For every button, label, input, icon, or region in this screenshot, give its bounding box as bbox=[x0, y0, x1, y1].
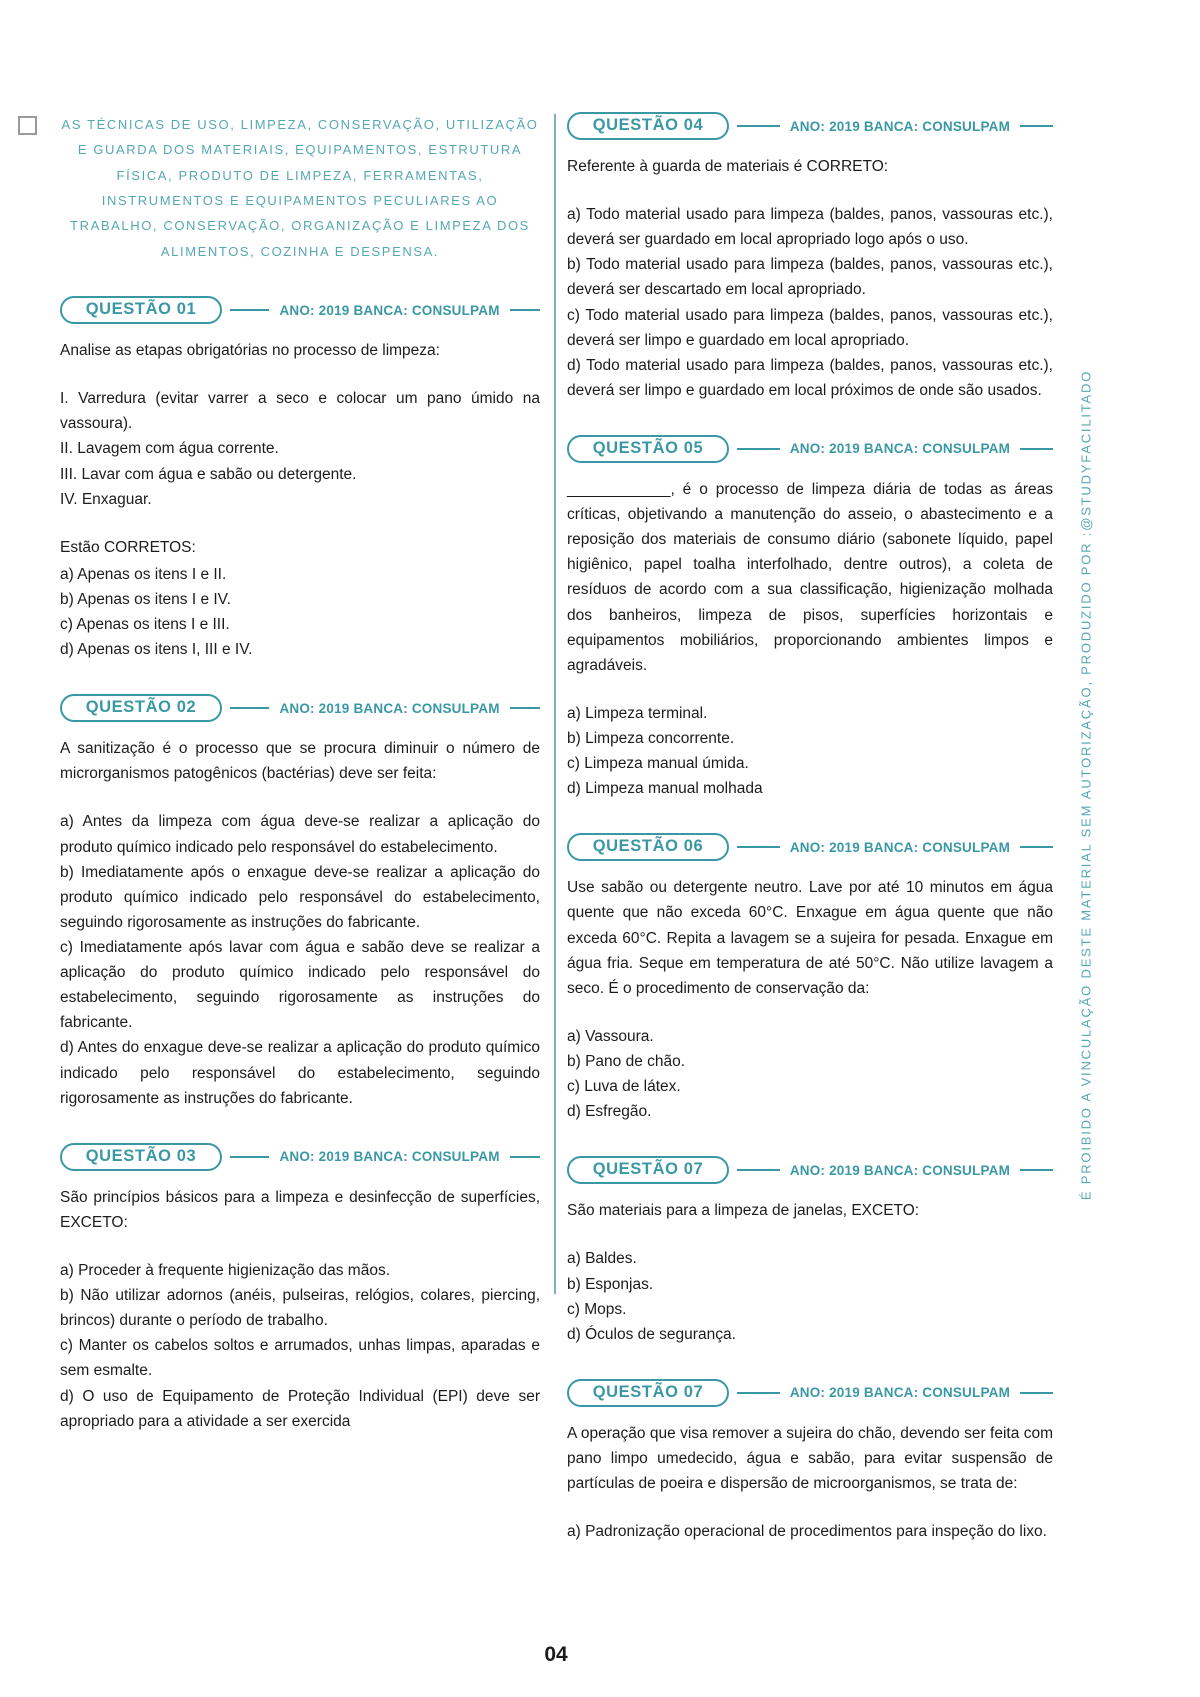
answer-option: a) Limpeza terminal. bbox=[567, 704, 708, 722]
answer-option: a) Padronização operacional de procedimentos para inspeção do lixo. bbox=[567, 1523, 1047, 1541]
question-block-07b bbox=[567, 1379, 1053, 1544]
roman-item: I. Varredura (evitar varrer a seco e colocar um pano úmido na vassoura). bbox=[60, 390, 540, 433]
header-rule-left bbox=[230, 309, 269, 311]
answer-option: b) Imediatamente após o enxague deve-se realizar a aplicação do produto químico indicado pelo responsável do estabelecimento, seguindo rigorosamente as instruções do fabricante. bbox=[60, 863, 540, 931]
header-rule-left bbox=[230, 1156, 269, 1158]
question-number-pill bbox=[567, 833, 729, 861]
answer-option: d) Óculos de segurança. bbox=[567, 1325, 736, 1343]
header-rule-left bbox=[737, 1169, 780, 1171]
answer-option: a) Baldes. bbox=[567, 1250, 637, 1268]
question-meta: ANO: 2019 BANCA: CONSULPAM bbox=[789, 118, 1011, 134]
answer-option: a) Apenas os itens I e II. bbox=[60, 565, 227, 583]
question-header bbox=[60, 694, 540, 722]
answer-option: b) Não utilizar adornos (anéis, pulseiras, relógios, colares, piercing, brincos) durante o período de trabalho. bbox=[60, 1287, 540, 1330]
answer-option: d) Esfregão. bbox=[567, 1103, 652, 1121]
answer-option: a) Antes da limpeza com água deve-se realizar a aplicação do produto químico indicado pelo responsável do estabelecimento. bbox=[60, 813, 540, 856]
question-header bbox=[567, 435, 1053, 463]
answer-option: d) Antes do enxague deve-se realizar a aplicação do produto químico indicado pelo responsável do estabelecimento, seguindo rigorosamente as instruções do fabricante. bbox=[60, 1039, 540, 1107]
question-lead: ____________, é o processo de limpeza diária de todas as áreas críticas, objetivando a manutenção do asseio, o abastecimento e a reposição dos materiais de consumo diário (sabonete líquido, papel higiênico, papel toalha interfolhado, dentre outros), a coleta de resíduos de acordo com a sua classificação, higienização molhada dos banheiros, limpeza de pisos, superfícies horizontais e equipamentos mobiliários, proporcionando ambientes limpos e agradáveis. bbox=[567, 480, 1053, 674]
question-number-label: QUESTÃO 07 bbox=[592, 1382, 704, 1401]
question-number-label: QUESTÃO 05 bbox=[592, 438, 704, 457]
question-block-06 bbox=[567, 833, 1053, 1124]
question-number-label: QUESTÃO 06 bbox=[592, 837, 704, 856]
question-block-04 bbox=[567, 112, 1053, 403]
header-rule-right bbox=[510, 707, 540, 709]
question-number-pill bbox=[60, 1143, 222, 1171]
question-header bbox=[60, 296, 540, 324]
question-block-03 bbox=[60, 1143, 540, 1434]
question-block-05 bbox=[567, 435, 1053, 801]
options-list bbox=[567, 1519, 1053, 1544]
answer-option: c) Manter os cabelos soltos e arrumados, unhas limpas, aparadas e sem esmalte. bbox=[60, 1337, 540, 1380]
answer-option: d) Limpeza manual molhada bbox=[567, 780, 763, 798]
options-list bbox=[567, 202, 1053, 403]
question-header bbox=[60, 1143, 540, 1171]
question-lead: Referente à guarda de materiais é CORRETO: bbox=[567, 158, 889, 175]
header-rule-left bbox=[737, 1392, 780, 1394]
header-rule-left bbox=[737, 448, 780, 450]
question-block-02 bbox=[60, 694, 540, 1111]
question-meta: ANO: 2019 BANCA: CONSULPAM bbox=[279, 1149, 500, 1165]
question-lead: São princípios básicos para a limpeza e desinfecção de superfícies, EXCETO: bbox=[60, 1188, 540, 1231]
roman-item: II. Lavagem com água corrente. bbox=[60, 440, 279, 458]
question-number-pill bbox=[567, 435, 729, 463]
answer-option: a) Vassoura. bbox=[567, 1027, 654, 1045]
question-meta: ANO: 2019 BANCA: CONSULPAM bbox=[789, 1385, 1011, 1401]
left-column bbox=[60, 112, 540, 1544]
answer-option: c) Luva de látex. bbox=[567, 1078, 681, 1096]
question-lead: Use sabão ou detergente neutro. Lave por até 10 minutos em água quente que não exceda 60°C. Enxague em água quente que não exceda 60°C. Repita a lavagem se a sujeira for pesada. Enxague em água fria. Seque em temperatura de até 50°C. Não utilize lavagem a seco. É o procedimento de conservação da: bbox=[567, 879, 1053, 997]
answer-option: b) Esponjas. bbox=[567, 1275, 654, 1293]
question-number-pill bbox=[567, 112, 729, 140]
right-column bbox=[567, 112, 1053, 1544]
question-number-pill bbox=[60, 694, 222, 722]
options-list bbox=[60, 809, 540, 1110]
question-header bbox=[567, 112, 1053, 140]
header-rule-right bbox=[1020, 125, 1053, 127]
question-number-pill bbox=[60, 296, 222, 324]
header-rule-right bbox=[510, 309, 540, 311]
header-rule-right bbox=[1020, 1169, 1053, 1171]
answer-option: c) Apenas os itens I e III. bbox=[60, 616, 230, 634]
topic-heading bbox=[60, 112, 540, 264]
header-rule-left bbox=[737, 846, 780, 848]
topic-heading-text: AS TÉCNICAS DE USO, LIMPEZA, CONSERVAÇÃO, UTILIZAÇÃO E GUARDA DOS MATERIAIS, EQUIPAMENTOS, ESTRUTURA FÍSICA, PRODUTO DE LIMPEZA, FERRAMENTAS, INSTRUMENTOS E EQUIPAMENTOS PECULIARES AO TRABALHO, CONSERVAÇÃO, ORGANIZAÇÃO E LIMPEZA DOS ALIMENTOS, COZINHA E DESPENSA. bbox=[61, 117, 539, 259]
answer-option: c) Mops. bbox=[567, 1300, 627, 1318]
answer-option: b) Apenas os itens I e IV. bbox=[60, 590, 231, 608]
answer-option: c) Todo material usado para limpeza (baldes, panos, vassouras etc.), deverá ser limpo e guardado em local apropriado. bbox=[567, 306, 1053, 349]
question-meta: ANO: 2019 BANCA: CONSULPAM bbox=[789, 1162, 1011, 1178]
header-rule-right bbox=[1020, 846, 1053, 848]
question-meta: ANO: 2019 BANCA: CONSULPAM bbox=[279, 700, 500, 716]
roman-item: III. Lavar com água e sabão ou detergente. bbox=[60, 465, 357, 483]
header-rule-right bbox=[1020, 1392, 1053, 1394]
question-number-label: QUESTÃO 03 bbox=[85, 1146, 197, 1165]
question-lead: A operação que visa remover a sujeira do chão, devendo ser feita com pano limpo umedecido, água e sabão, para evitar suspensão de partículas de poeira e dispersão de microorganismos, se trata de: bbox=[567, 1424, 1053, 1493]
question-meta: ANO: 2019 BANCA: CONSULPAM bbox=[789, 839, 1011, 855]
roman-item-list bbox=[60, 386, 540, 512]
options-list bbox=[567, 1246, 1053, 1346]
question-block-07 bbox=[567, 1156, 1053, 1347]
options-list bbox=[567, 701, 1053, 801]
options-list bbox=[60, 1258, 540, 1434]
header-rule-left bbox=[230, 707, 269, 709]
question-meta: ANO: 2019 BANCA: CONSULPAM bbox=[789, 441, 1011, 457]
question-number-label: QUESTÃO 04 bbox=[592, 116, 704, 134]
question-number-label: QUESTÃO 07 bbox=[592, 1160, 704, 1179]
answer-option: d) O uso de Equipamento de Proteção Individual (EPI) deve ser apropriado para a atividade a ser exercida bbox=[60, 1387, 540, 1430]
question-number-label: QUESTÃO 01 bbox=[85, 300, 197, 319]
checkbox-icon bbox=[18, 116, 37, 135]
roman-item: IV. Enxaguar. bbox=[60, 490, 152, 508]
question-meta: ANO: 2019 BANCA: CONSULPAM bbox=[279, 302, 500, 318]
options-list bbox=[60, 562, 540, 662]
answer-option: c) Limpeza manual úmida. bbox=[567, 755, 749, 773]
header-rule-right bbox=[1020, 448, 1053, 450]
question-lead: A sanitização é o processo que se procura diminuir o número de microrganismos patogênicos (bactérias) deve ser feita: bbox=[60, 740, 540, 783]
answer-option: d) Todo material usado para limpeza (baldes, panos, vassouras etc.), deverá ser limpo e guardado em local próximos de onde são usados. bbox=[567, 356, 1053, 399]
question-number-pill bbox=[567, 1379, 729, 1407]
question-number-pill bbox=[567, 1156, 729, 1184]
question-header bbox=[567, 833, 1053, 861]
options-list bbox=[567, 1024, 1053, 1124]
question-lead: Analise as etapas obrigatórias no processo de limpeza: bbox=[60, 342, 440, 360]
answer-option: b) Limpeza concorrente. bbox=[567, 729, 735, 747]
watermark-side-note: É PROIBIDO A VINCULAÇÃO DESTE MATERIAL SEM AUTORIZAÇÃO, PRODUZIDO POR :@STUDYFACILITADO bbox=[1078, 369, 1094, 1201]
answer-option: c) Imediatamente após lavar com água e sabão deve se realizar a aplicação do produto químico indicado pelo responsável do estabelecimento, seguindo rigorosamente as instruções do fabricante. bbox=[60, 939, 540, 1032]
answer-option: a) Proceder à frequente higienização das mãos. bbox=[60, 1262, 391, 1280]
answer-option: a) Todo material usado para limpeza (baldes, panos, vassouras etc.), deverá ser guardado em local apropriado logo após o uso. bbox=[567, 206, 1053, 249]
answer-option: b) Pano de chão. bbox=[567, 1052, 686, 1070]
question-prompt: Estão CORRETOS: bbox=[60, 538, 196, 556]
header-rule-right bbox=[510, 1156, 540, 1158]
question-block-01 bbox=[60, 296, 540, 662]
column-divider bbox=[554, 114, 556, 1294]
header-rule-left bbox=[737, 125, 780, 127]
page-number: 04 bbox=[544, 1643, 568, 1666]
question-number-label: QUESTÃO 02 bbox=[85, 698, 197, 717]
question-header bbox=[567, 1156, 1053, 1184]
question-header bbox=[567, 1379, 1053, 1407]
answer-option: d) Apenas os itens I, III e IV. bbox=[60, 641, 253, 659]
answer-option: b) Todo material usado para limpeza (baldes, panos, vassouras etc.), deverá ser descartado em local apropriado. bbox=[567, 256, 1053, 299]
question-lead: São materiais para a limpeza de janelas, EXCETO: bbox=[567, 1202, 920, 1220]
